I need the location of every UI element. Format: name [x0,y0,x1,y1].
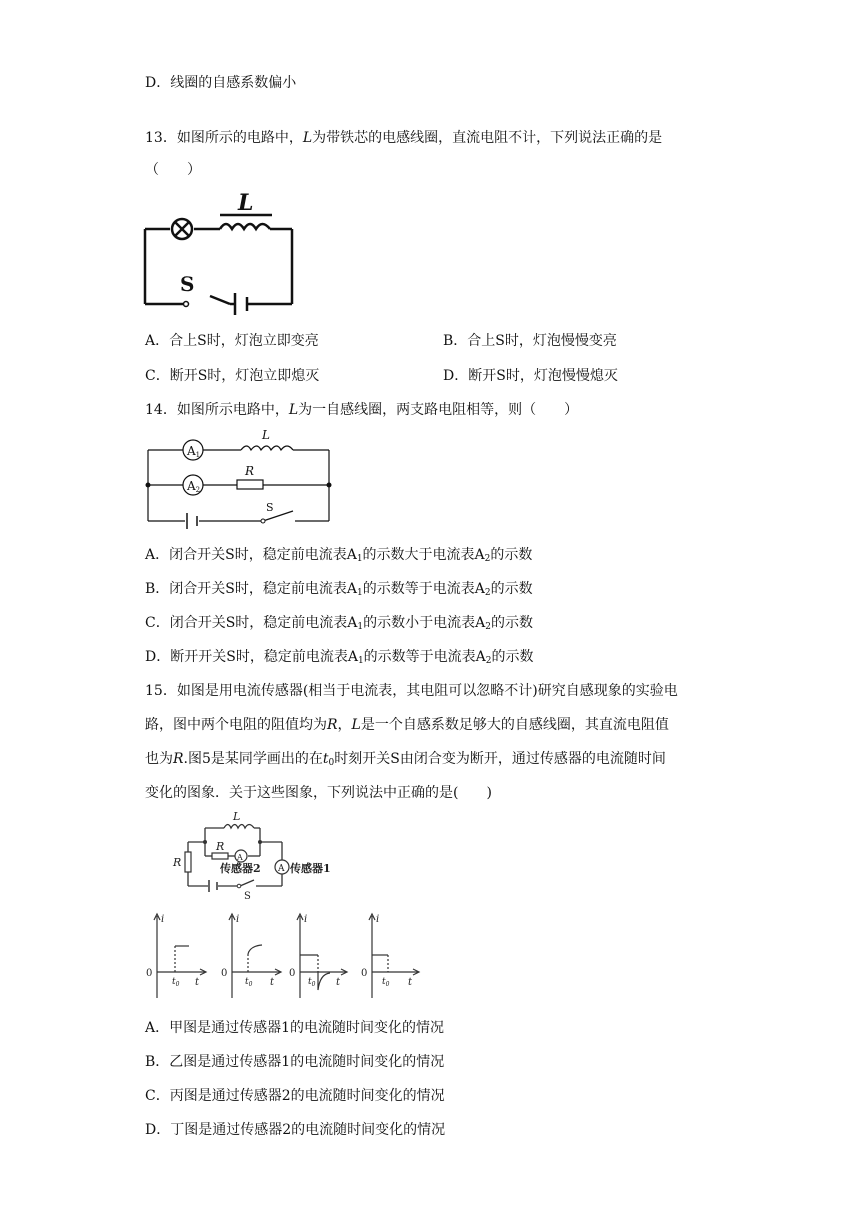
svg-text:i: i [376,914,380,925]
lamp-icon [172,219,192,239]
q14-a1-label: A1 [187,444,201,459]
q14-a2-label: A2 [187,479,201,494]
svg-text:t0: $t_0$ [382,977,390,988]
svg-text:t0: $t_0$ [172,977,180,988]
battery-icon [235,293,247,315]
q13-option-b: B．合上S时，灯泡慢慢变亮 [443,333,617,349]
q15-sensor1-a-label: A [278,864,285,874]
q14-option-b: B．闭合开关S时，稳定前电流表$A_1$的示数等于电流表$A_2$的示数 [145,581,533,598]
q14-option-c: C．闭合开关S时，稳定前电流表$A_1$的示数小于电流表$A_2$的示数 [145,615,534,632]
svg-text:t: t [270,977,275,988]
q13-option-a: A．合上S时，灯泡立即变亮 [145,333,319,349]
q15-option-a: A．甲图是通过传感器1的电流随时间变化的情况 [145,1020,445,1036]
inductor-coil-icon [220,215,272,229]
battery-icon [209,880,217,892]
svg-text:0: 0 [289,968,296,979]
svg-text:t: t [336,977,341,988]
q15-stem-line-4: 变化的图象．关于这些图象，下列说法中正确的是( ) [145,785,492,801]
q13-stem: 13．如图所示的电路中，L为带铁芯的电感线圈，直流电阻不计，下列说法正确的是 [145,130,663,146]
resistor-icon [185,852,191,872]
svg-text:i: i [304,914,308,925]
q15-fig-r-left-label: R [173,856,182,869]
svg-text:0: 0 [221,968,228,979]
q15-circuit-figure [170,810,340,900]
q13-circuit-figure [140,190,300,323]
q15-stem-line-1: 15．如图是用电流传感器(相当于电流表，其电阻可以忽略不计)研究自感现象的实验电 [145,683,678,699]
q15-sensor2-a-label: A [237,853,243,862]
q15-fig-l-label: L [233,810,241,823]
q15-graph-1 [145,910,210,1000]
q15-sensor2-label: 传感器2 [220,862,261,875]
switch-icon [184,302,189,307]
q15-graph-2 [220,910,285,1000]
q15-fig-r-label: R [216,840,225,853]
q13-blank: （ ） [145,162,201,178]
q14-fig-s-label: S [266,501,274,514]
q15-option-b: B．乙图是通过传感器1的电流随时间变化的情况 [145,1054,445,1070]
svg-text:t: t [408,977,413,988]
q13-option-c: C．断开S时，灯泡立即熄灭 [145,368,320,384]
svg-text:t0: $t_0$ [245,977,253,988]
q15-graph-3 [288,910,353,1000]
inductor-coil-icon [241,446,293,450]
q15-fig-s-label: S [244,891,251,902]
svg-text:i: i [161,914,165,925]
inductor-coil-icon [224,825,254,829]
q14-stem: 14．如图所示电路中，L为一自感线圈，两支路电阻相等，则（ ） [145,402,579,418]
battery-icon [187,513,197,529]
q14-fig-r-label: R [245,464,255,478]
q15-graph-4 [360,910,425,1000]
q13-fig-l-label: L [238,190,254,216]
q14-option-a: A．闭合开关S时，稳定前电流表$A_1$的示数大于电流表$A_2$的示数 [145,547,533,564]
resistor-icon [237,480,263,489]
svg-text:0: 0 [146,968,153,979]
q15-stem-line-2: 路，图中两个电阻的阻值均为R，L是一个自感系数足够大的自感线圈，其直流电阻值 [145,717,669,733]
q13-option-d: D．断开S时，灯泡慢慢熄灭 [443,368,618,384]
svg-text:t: t [195,977,200,988]
svg-text:t0: $t_0$ [308,977,316,988]
q14-fig-l-label: L [262,428,270,442]
q12-option-d: D．线圈的自感系数偏小 [145,75,297,91]
svg-text:0: 0 [361,968,368,979]
q15-option-d: D．丁图是通过传感器2的电流随时间变化的情况 [145,1122,446,1138]
svg-text:i: i [236,914,240,925]
switch-icon [261,519,265,523]
q15-stem-line-3: 也为R.图5是某同学画出的在$t_0$时刻开关S由闭合变为断开，通过传感器的电流随时间 [145,751,666,768]
q15-option-c: C．丙图是通过传感器2的电流随时间变化的情况 [145,1088,445,1104]
q14-circuit-figure [145,425,335,525]
q15-sensor1-label: 传感器1 [290,862,331,875]
q13-fig-s-label: S [180,272,195,296]
q14-option-d: D．断开开关S时，稳定前电流表$A_1$的示数等于电流表$A_2$的示数 [145,649,534,666]
resistor-icon [212,853,228,859]
switch-icon [237,884,241,888]
